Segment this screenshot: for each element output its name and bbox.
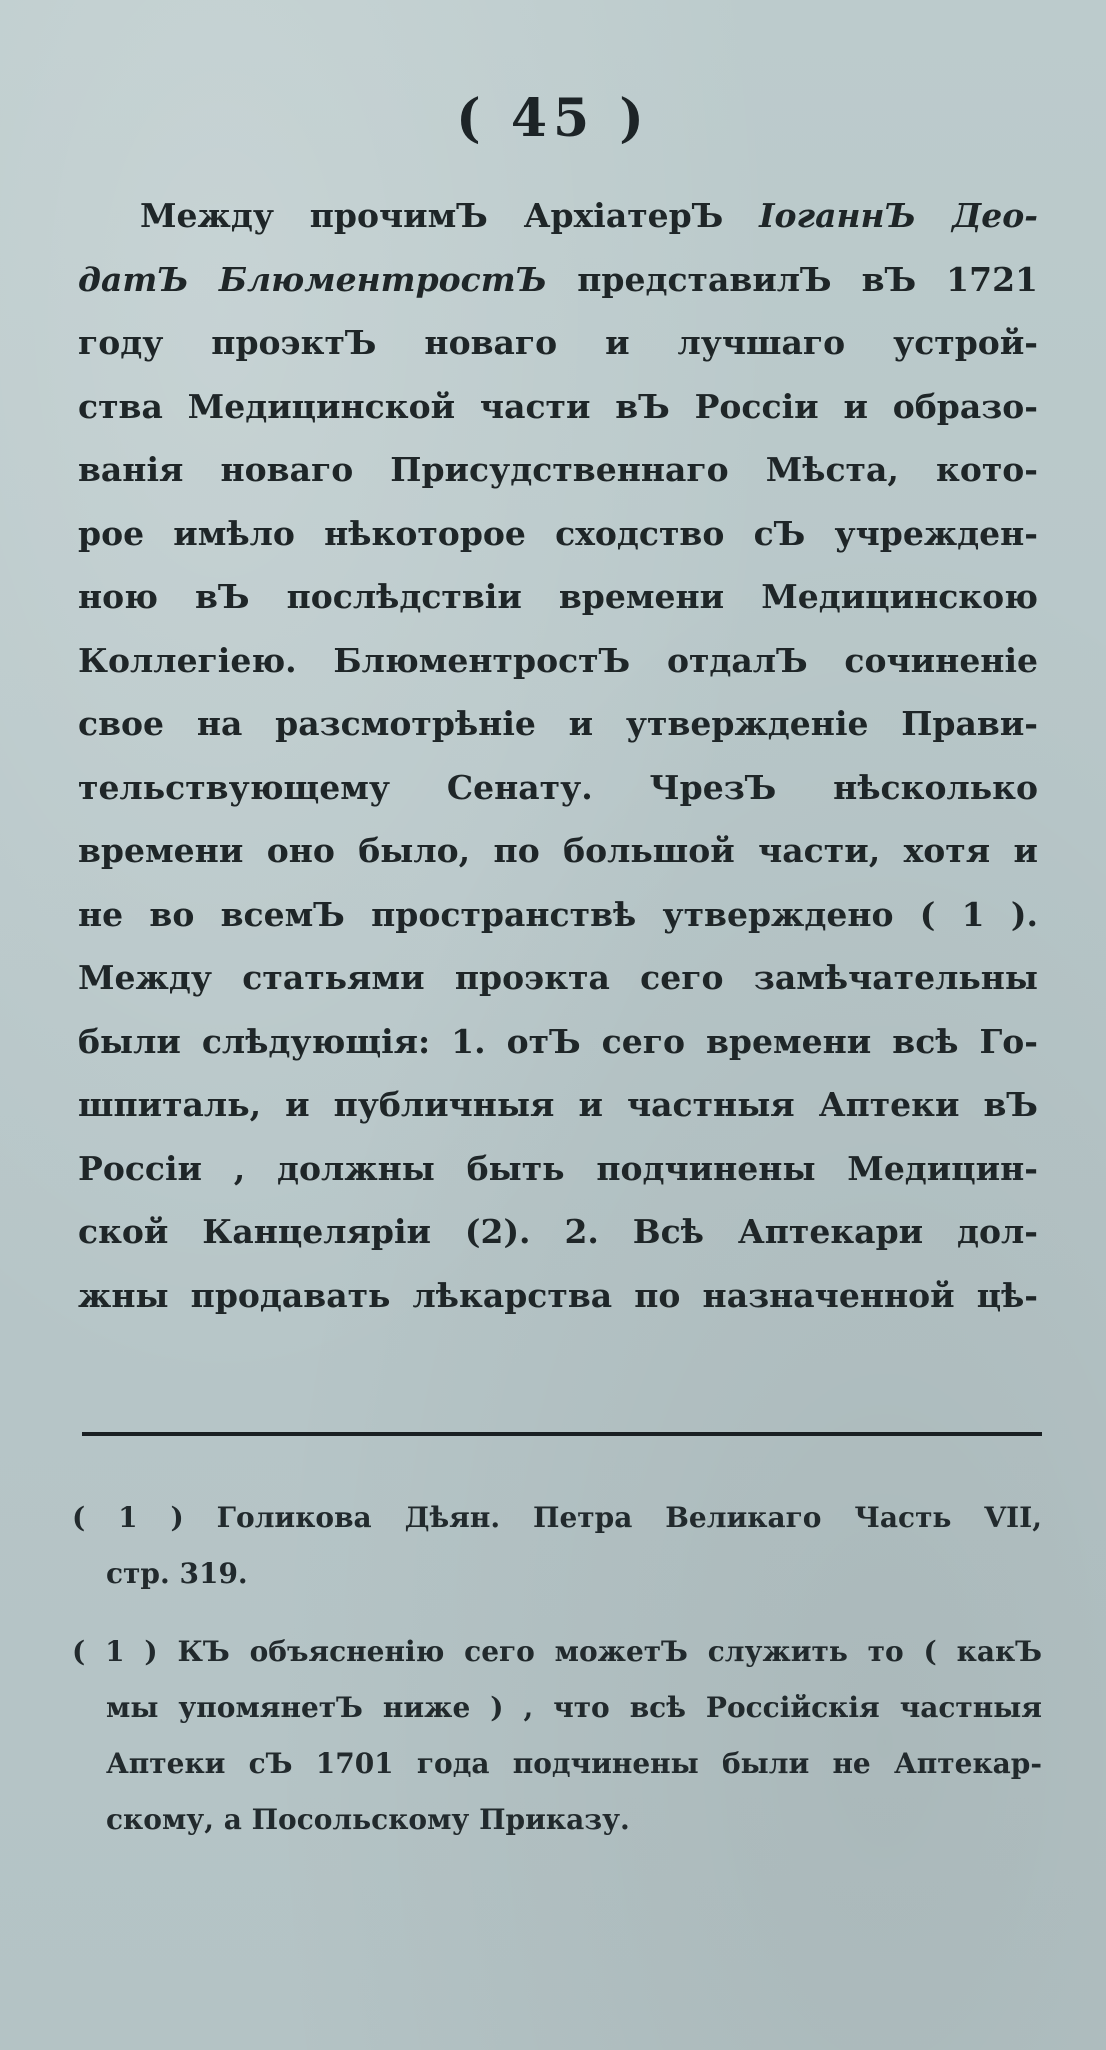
text-line: Россіи , должны быть подчинены Медицин- bbox=[78, 1148, 1038, 1188]
footnote-line: стр. 319. bbox=[106, 1557, 248, 1590]
footnotes bbox=[72, 1490, 1042, 1870]
footnote bbox=[72, 1624, 1042, 1848]
text-line: не во всемЪ пространствѣ утверждено ( 1 ). bbox=[78, 894, 1038, 934]
footnote bbox=[72, 1490, 1042, 1602]
page-number: ( 45 ) bbox=[456, 88, 650, 149]
footnote-divider bbox=[82, 1432, 1042, 1436]
text-line bbox=[78, 248, 1038, 312]
text-line: Коллегіею. БлюментростЪ отдалЪ сочиненіе bbox=[78, 640, 1038, 680]
text-line: были слѣдующія: 1. отЪ сего времени всѣ Го- bbox=[78, 1021, 1038, 1061]
text-line: свое на разсмотрѣніе и утвержденіе Прави- bbox=[78, 704, 1038, 743]
text-line: году проэктЪ новаго и лучшаго устрой- bbox=[78, 323, 1038, 362]
text-line: Между статьями проэкта сего замѣчательны bbox=[78, 958, 1038, 997]
italic-name: ІоганнЪ Део- bbox=[759, 196, 1038, 235]
text-line: шпиталь, и публичныя и частныя Аптеки вЪ bbox=[78, 1085, 1038, 1124]
text-line: ванія новаго Присудственнаго Мѣста, кото- bbox=[78, 450, 1038, 489]
footnote-line: ( 1 ) Голикова Дѣян. Петра Великаго Часть VII, bbox=[72, 1501, 1042, 1534]
text-line: жны продавать лѣкарства по назначенной цѣ- bbox=[78, 1275, 1038, 1315]
main-text bbox=[78, 184, 1038, 1327]
footnote-line: мы упомянетЪ ниже ) , что всѣ Россійскія частныя bbox=[106, 1691, 1042, 1724]
footnote-line: скому, а Посольскому Приказу. bbox=[106, 1803, 630, 1836]
text-line: ской Канцеляріи (2). 2. Всѣ Аптекари дол- bbox=[78, 1212, 1038, 1251]
text-line bbox=[78, 184, 1038, 248]
footnote-line: ( 1 ) КЪ объясненію сего можетЪ служить то ( какЪ bbox=[72, 1635, 1042, 1668]
text-line: времени оно было, по большой части, хотя и bbox=[78, 831, 1038, 870]
text-line: ства Медицинской части вЪ Россіи и образо- bbox=[78, 386, 1038, 426]
footnote-line: Аптеки сЪ 1701 года подчинены были не Аптекар- bbox=[106, 1747, 1042, 1780]
text-line: тельствующему Сенату. ЧрезЪ нѣсколько bbox=[78, 767, 1038, 807]
text-segment: представилЪ вЪ 1721 bbox=[547, 259, 1038, 299]
italic-name: датЪ БлюментростЪ bbox=[78, 259, 548, 299]
text-segment: Между прочимЪ АрхіатерЪ bbox=[140, 196, 760, 235]
text-line: ною вЪ послѣдствіи времени Медицинскою bbox=[78, 577, 1038, 616]
text-line: рое имѣло нѣкоторое сходство сЪ учрежден- bbox=[78, 513, 1038, 553]
